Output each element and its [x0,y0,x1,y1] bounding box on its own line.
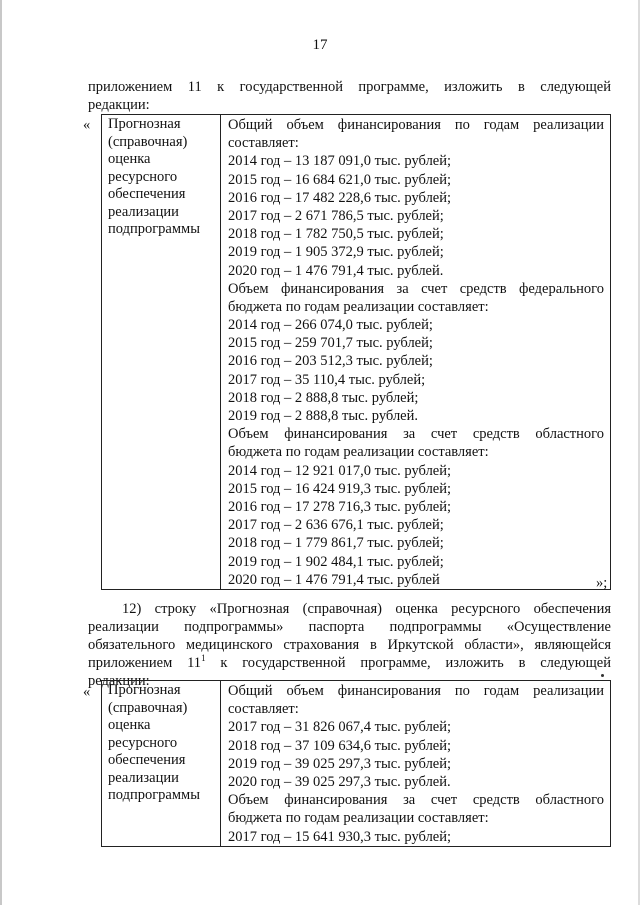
table-line: 2017 год – 2 636 676,1 тыс. рублей; [228,517,444,534]
table-line: Объем финансирования за счет средств областного [228,792,604,809]
table-line: Объем финансирования за счет средств федерального [228,280,604,297]
table-line: 2018 год – 37 109 634,6 тыс. рублей; [228,737,452,754]
item12-line-4-start: приложением 11 [88,655,202,671]
table-line: 2017 год – 2 671 786,5 тыс. рублей; [228,207,444,224]
opening-quote-1: « [83,117,91,133]
table-line: 2016 год – 17 482 228,6 тыс. рублей; [228,189,452,206]
closing-quote: »; [596,575,608,591]
table-line: 2019 год – 39 025 297,3 тыс. рублей; [228,755,452,772]
table-line: 2020 год – 39 025 297,3 тыс. рублей. [228,773,451,790]
table-line: 2017 год – 35 110,4 тыс. рублей; [228,371,426,388]
item12-line-4 [88,654,611,672]
table-line: бюджета по годам реализации составляет: [228,810,489,827]
table-line: 2016 год – 203 512,3 тыс. рублей; [228,353,433,370]
table-line: 2018 год – 1 779 861,7 тыс. рублей; [228,535,444,552]
table-line: 2019 год – 1 905 372,9 тыс. рублей; [228,244,444,261]
table-line: 2018 год – 1 782 750,5 тыс. рублей; [228,226,444,243]
item12-line-3: обязательного медицинского страхования в Иркутской области», являющейся [88,637,611,653]
table-content-cell [221,115,611,590]
table-line: 2019 год – 1 902 484,1 тыс. рублей; [228,553,444,570]
item12-line-2: реализации подпрограммы» паспорта подпрограммы «Осуществление [88,619,611,635]
item12-line-4-end: к государственной программе, изложить в следующей [205,655,611,671]
superscript-one: 1 [201,653,206,663]
table-content-cell [221,681,611,847]
table-line: 2018 год – 2 888,8 тыс. рублей; [228,389,419,406]
table-line: 2015 год – 16 684 621,0 тыс. рублей; [228,171,452,188]
table-line: Общий объем финансирования по годам реализации [228,683,604,699]
opening-quote-2: « [83,684,91,700]
item12-line-5: редакции: [88,673,150,689]
table-label-cell: Прогнозная (справочная) оценка ресурсного обеспечения реализации подпрограммы [102,681,221,847]
table-line: 2016 год – 17 278 716,3 тыс. рублей; [228,498,452,515]
table-line: 2020 год – 1 476 791,4 тыс. рублей. [228,262,444,279]
table-line: 2015 год – 259 701,7 тыс. рублей; [228,335,433,352]
resource-table-1 [101,114,611,590]
table-line: Объем финансирования за счет средств областного [228,426,604,443]
table-line: Общий объем финансирования по годам реализации [228,117,604,133]
table-line: 2014 год – 13 187 091,0 тыс. рублей; [228,153,452,170]
table-line: бюджета по годам реализации составляет: [228,444,489,461]
table-row [102,681,611,847]
table-line: составляет: [228,135,299,152]
table-line: 2014 год – 12 921 017,0 тыс. рублей; [228,462,452,479]
intro-line-1: приложением 11 к государственной программе, изложить в следующей [88,79,611,95]
table-line: бюджета по годам реализации составляет: [228,298,489,315]
table-line: 2015 год – 16 424 919,3 тыс. рублей; [228,480,452,497]
table-line: 2020 год – 1 476 791,4 тыс. рублей [228,571,440,588]
table-label-cell: Прогнозная (справочная) оценка ресурсного обеспечения реализации подпрограммы [102,115,221,590]
table-line: 2017 год – 15 641 930,3 тыс. рублей; [228,828,452,845]
table-line: 2017 год – 31 826 067,4 тыс. рублей; [228,719,452,736]
item12-line-1: 12) строку «Прогнозная (справочная) оценка ресурсного обеспечения [122,601,611,617]
page-number: 17 [312,37,328,53]
table-line: 2014 год – 266 074,0 тыс. рублей; [228,317,433,334]
resource-table-2 [101,680,611,847]
scan-speck [601,674,604,677]
intro-line-2: редакции: [88,97,150,113]
table-line: составляет: [228,701,299,718]
table-line: 2019 год – 2 888,8 тыс. рублей. [228,408,419,424]
table-row [102,115,611,590]
scan-edge-left [0,0,2,905]
